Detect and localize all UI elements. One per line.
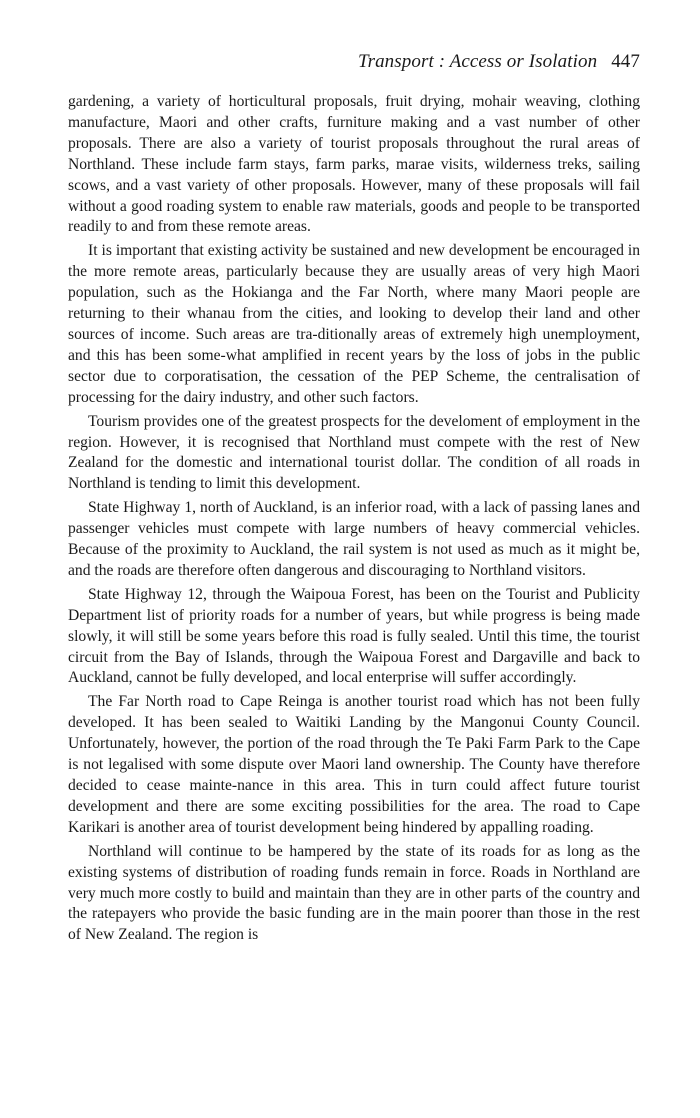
paragraph: It is important that existing activity be sustained and new development be encouraged in the more remote areas, particularly because they are usually areas of very high Maori population, such as the Hokianga and the Far North, where many Maori people are returning to their whanau from the cities, and looking to develop their land and other sources of income. Such areas are tra-ditionally areas of extremely high unemployment, and this has been some-what amplified in recent years by the loss of jobs in the public sector due to corporatisation, the cessation of the PEP Scheme, the centralisation of processing for the dairy industry, and other such factors.: [68, 242, 640, 406]
running-header: [68, 48, 640, 76]
page-number: 447: [611, 51, 640, 72]
paragraph: State Highway 12, through the Waipoua Forest, has been on the Tourist and Publicity Department list of priority roads for a number of years, but while progress is being made slowly, it will still be some years before this road is fully sealed. Until this time, the tourist circuit from the Bay of Islands, through the Waipoua Forest and Dargaville and back to Auckland, cannot be fully developed, and local enterprise will suffer accordingly.: [68, 585, 640, 687]
book-page: [68, 48, 640, 946]
paragraph: Northland will continue to be hampered by the state of its roads for as long as the existing systems of distribution of roading funds remain in force. Roads in Northland are very much more costly to build and maintain than they are in other parts of the country and the ratepayers who provide the basic funding are in the main poorer than those in the rest of New Zealand. The region is: [68, 842, 640, 944]
chapter-title: Transport : Access or Isolation: [357, 51, 598, 72]
paragraph: gardening, a variety of horticultural proposals, fruit drying, mohair weaving, clothing manufacture, Maori and other crafts, furniture making and a vast number of other proposals. There are also a variety of tourist proposals throughout the rural areas of Northland. These include farm stays, farm parks, marae visits, wilderness treks, sailing scows, and a vast variety of other proposals. However, many of these proposals will fail without a good roading system to enable raw materials, goods and people to be transported readily to and from these remote areas.: [68, 93, 640, 236]
body-text: [68, 92, 640, 946]
paragraph: Tourism provides one of the greatest prospects for the develoment of employment in the region. However, it is recognised that Northland must compete with the rest of New Zealand for the domestic and international tourist dollar. The condition of all roads in Northland is tending to limit this development.: [68, 412, 640, 493]
paragraph: The Far North road to Cape Reinga is another tourist road which has not been fully developed. It has been sealed to Waitiki Landing by the Mangonui County Council. Unfortunately, however, the portion of the road through the Te Paki Farm Park to the Cape is not legalised with some dispute over Maori land ownership. The County have therefore decided to cease mainte-nance in this area. This in turn could affect future tourist development and there are some exciting possibilities for the area. The road to Cape Karikari is another area of tourist development being hindered by appalling roading.: [68, 693, 640, 836]
paragraph: State Highway 1, north of Auckland, is an inferior road, with a lack of passing lanes and passenger vehicles must compete with large numbers of heavy commercial vehicles. Because of the proximity to Auckland, the rail system is not used as much as it might be, and the roads are therefore often dangerous and discouraging to Northland visitors.: [68, 499, 640, 579]
